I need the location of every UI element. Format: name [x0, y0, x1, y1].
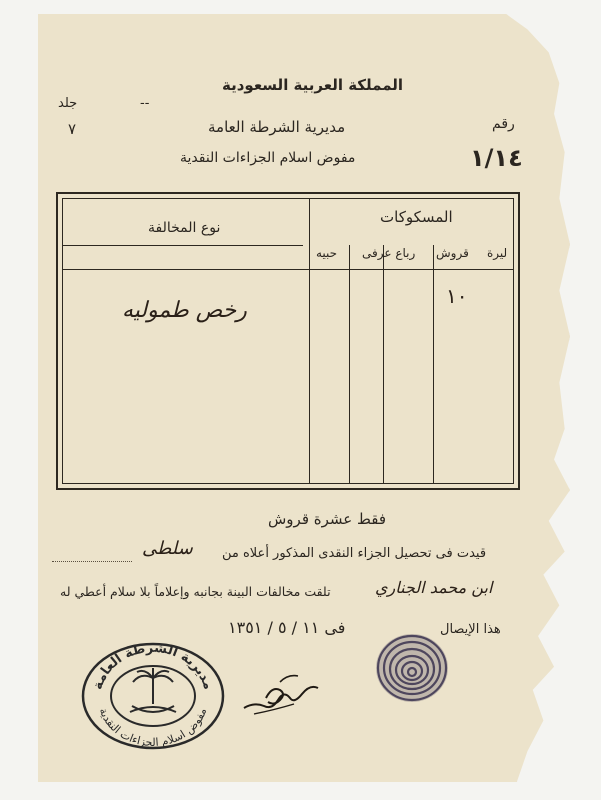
col-qurush: قروش	[436, 246, 469, 260]
police-seal-stamp	[78, 640, 228, 752]
col-lira: ليرة	[487, 246, 508, 260]
offense-type-header: نوع المخالفة	[148, 220, 221, 236]
volume-dash: --	[140, 96, 150, 111]
office-title: مفوض اسلام الجزاءات النقدية	[180, 150, 356, 166]
line3-text: تلقت مخالفات البينة بجانبه وإعلاماً بلا سلام أعطي له	[60, 584, 331, 599]
kingdom-title: المملكة العربية السعودية	[222, 76, 404, 94]
receipt-date: فى ١١ / ٥ / ١٣٥١	[228, 618, 346, 637]
receipt-label: هذا الإيصال	[440, 622, 501, 637]
currency-header: المسكوكات	[380, 208, 453, 226]
entry-offense-text: رخص طموليه	[122, 298, 247, 323]
volume-number: ٧	[68, 120, 77, 138]
volume-label: جلد	[58, 96, 78, 111]
number-value: ١/١٤	[470, 144, 523, 172]
fines-table	[56, 192, 520, 490]
payer-name: سلطى	[142, 538, 193, 559]
payer-father-name: ابن محمد الجناري	[375, 578, 493, 597]
amount-line: فقط عشرة قروش	[268, 510, 387, 528]
official-signature	[236, 660, 326, 720]
col-habiya: حبيه	[316, 246, 338, 260]
directorate-title: مديرية الشرطة العامة	[208, 118, 346, 136]
palm-swords-emblem	[130, 668, 176, 712]
col-riba-urfi: رباع عرفى	[362, 246, 416, 260]
line2-text: قيدت فى تحصيل الجزاء النقدى المذكور أعلاه من	[222, 546, 487, 561]
svg-text:مديرية الشرطة العامة: مديرية الشرطة العامة	[90, 640, 216, 692]
number-label: رقم	[492, 116, 515, 132]
entry-qurush-value: ١٠	[446, 284, 468, 308]
fingerprint-mark	[372, 628, 452, 708]
svg-text:مفوض اسلام الجزاءات النقدية: مفوض اسلام الجزاءات النقدية	[96, 706, 210, 750]
